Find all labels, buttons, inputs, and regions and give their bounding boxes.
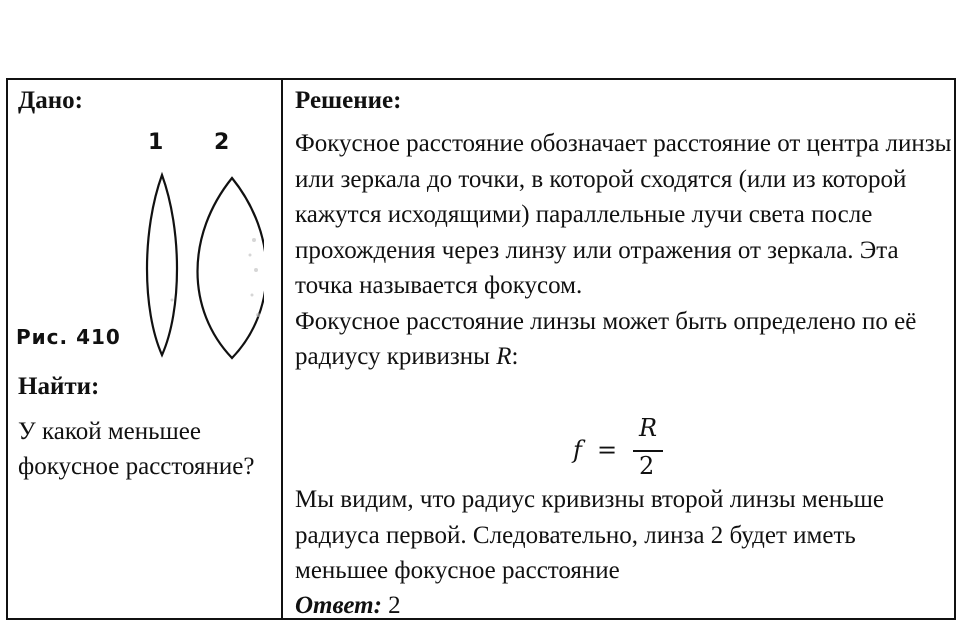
figure-caption: Рис. 410 <box>16 325 121 349</box>
formula-denominator: 2 <box>639 452 655 480</box>
given-solution-table <box>6 78 956 620</box>
radius-variable: R <box>496 343 512 370</box>
formula-numerator: R <box>639 414 658 442</box>
lens-1-label: 1 <box>148 130 164 155</box>
formula-lhs: f <box>573 436 582 464</box>
lens-2-shape <box>198 178 265 358</box>
lens-shading <box>171 238 261 317</box>
focal-length-formula <box>573 414 693 486</box>
solution-heading: Решение: <box>295 87 402 114</box>
answer-value: 2 <box>381 592 401 619</box>
paragraph-2-text: Фокусное расстояние линзы может быть определено по её радиусу кривизны <box>295 307 917 370</box>
formula-equals: = <box>597 436 618 464</box>
find-heading: Найти: <box>18 373 100 400</box>
answer-label: Ответ: <box>295 592 382 619</box>
right-column <box>283 80 954 618</box>
lens-1-shape <box>147 175 177 355</box>
lens-figure <box>14 120 264 360</box>
given-heading: Дано: <box>18 87 83 114</box>
paragraph-2-colon: : <box>511 343 519 370</box>
left-column <box>8 80 281 618</box>
solution-paragraph-1: Фокусное расстояние обозначает расстояние от центра линзы или зеркала до точки, в которой сходятся (или из которой кажутся исходящими) параллельные лучи света после прохождения через линзу или отражения от зеркала. Эта точка называется фокусом. <box>295 130 952 299</box>
lens-2-label: 2 <box>214 130 230 155</box>
solution-text <box>295 126 955 375</box>
answer-line <box>295 588 401 624</box>
find-question: У какой меньшее фокусное расстояние? <box>18 418 255 480</box>
lenses-drawing <box>14 120 264 360</box>
solution-paragraph-2 <box>295 308 916 371</box>
solution-conclusion: Мы видим, что радиус кривизны второй линзы меньше радиуса первой. Следовательно, линза 2 будет иметь меньшее фокусное расстояние <box>295 486 884 584</box>
